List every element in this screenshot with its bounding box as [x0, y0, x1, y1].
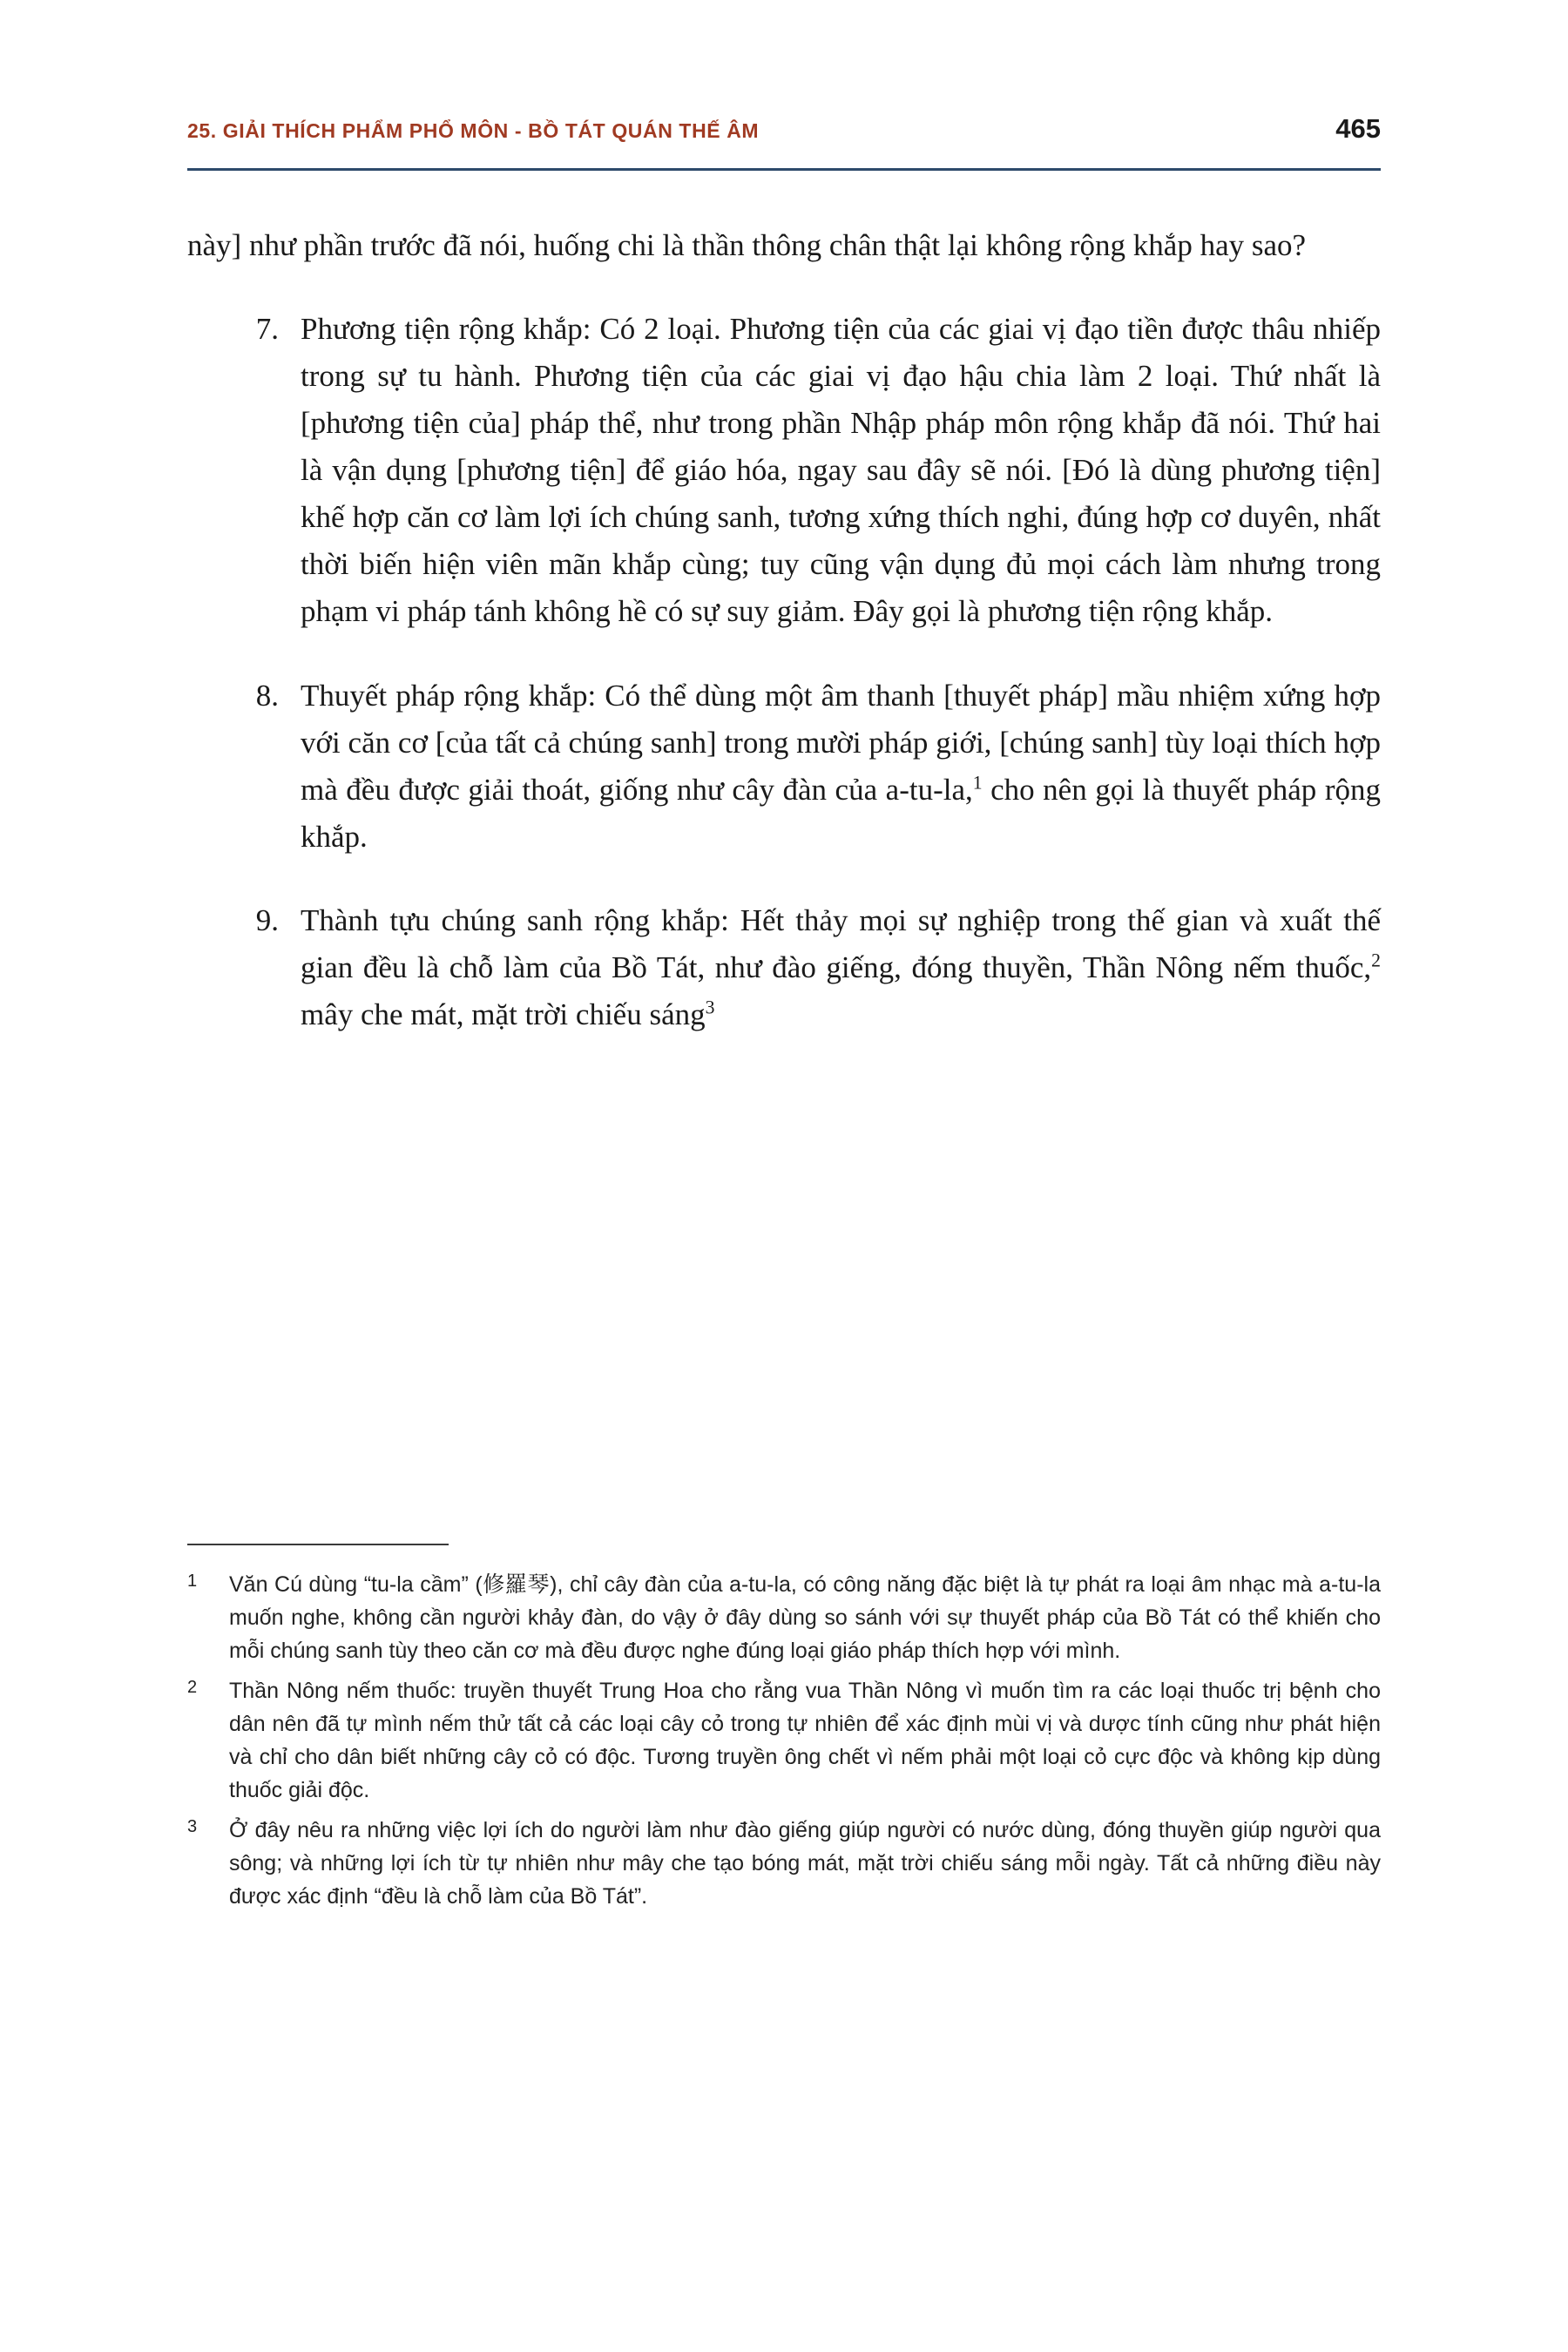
footnote-1-text: Văn Cú dùng “tu-la cầm” (修羅琴), chỉ cây đàn của a-tu-la, có công năng đặc biệt là tự phát ra loại âm nhạc mà a-tu-la muốn nghe, không cần người khảy đàn, do vậy ở đây dùng so sánh với sự thuyết pháp của Bồ Tát có thể khiến cho mỗi chúng sanh tùy theo căn cơ mà đều được nghe đúng loại giáo pháp thích hợp với mình. [229, 1572, 1381, 1663]
footnote-1-marker: 1 [187, 1571, 198, 1591]
list-item-9-text [301, 897, 1381, 1038]
footnote-3-text: Ở đây nêu ra những việc lợi ích do người làm như đào giếng giúp người có nước dùng, đóng thuyền giúp người qua sông; và những lợi ích từ tự nhiên như mây che tạo bóng mát, mặt trời chiếu sáng mỗi ngày. Tất cả những điều này được xác định “đều là chỗ làm của Bồ Tát”. [229, 1818, 1381, 1909]
list-item-8-text [301, 672, 1381, 861]
paragraph-spacer [187, 861, 1381, 883]
footnote-ref-3[interactable]: 3 [705, 997, 715, 1018]
paragraph-spacer [187, 269, 1381, 292]
list-item-7-text: Phương tiện rộng khắp: Có 2 loại. Phương tiện của các giai vị đạo tiền được thâu nhiếp trong sự tu hành. Phương tiện của các giai vị đạo hậu chia làm 2 loại. Thứ nhất là [phương tiện của] pháp thể, như trong phần Nhập pháp môn rộng khắp đã nói. Thứ hai là vận dụng [phương tiện] để giáo hóa, ngay sau đây sẽ nói. [Đó là dùng phương tiện] khế hợp căn cơ làm lợi ích chúng sanh, tương xứng thích nghi, đúng hợp cơ duyên, nhất thời biến hiện viên mãn khắp cùng; tuy cũng vận dụng đủ mọi cách làm nhưng trong phạm vi pháp tánh không hề có sự suy giảm. Đây gọi là phương tiện rộng khắp. [301, 312, 1381, 629]
footnote-3 [187, 1814, 1381, 1913]
list-item-9-text-before-note: Thành tựu chúng sanh rộng khắp: Hết thảy mọi sự nghiệp trong thế gian và xuất thế gian đều là chỗ làm của Bồ Tát, như đào giếng, đóng thuyền, Thần Nông nếm thuốc, [301, 902, 1381, 984]
header-divider [187, 168, 1381, 171]
footnote-3-marker: 3 [187, 1817, 198, 1836]
footnote-1 [187, 1568, 1381, 1667]
footnote-ref-2[interactable]: 2 [1371, 950, 1381, 971]
list-item-7-number: 7. [255, 312, 279, 347]
list-item-7 [187, 306, 1381, 635]
list-item-9 [187, 897, 1381, 1038]
list-item-9-text-mid: mây che mát, mặt trời chiếu sáng [301, 997, 706, 1031]
footnote-section [187, 1544, 1381, 1920]
footnote-2-text: Thần Nông nếm thuốc: truyền thuyết Trung Hoa cho rằng vua Thần Nông vì muốn tìm ra các loại thuốc trị bệnh cho dân nên đã tự mình nếm thử tất cả các loại cây cỏ trong tự nhiên để xác định mùi vị và dược tính cũng như phát hiện và chỉ cho dân biết những cây cỏ có độc. Tương truyền ông chết vì nếm phải một loại cỏ cực độc và không kịp dùng thuốc giải độc. [229, 1679, 1381, 1802]
paragraph-spacer [187, 636, 1381, 659]
running-head-title: 25. GIẢI THÍCH PHẨM PHỔ MÔN - BỒ TÁT QUÁN THẾ ÂM [187, 119, 760, 142]
list-item-9-number: 9. [255, 902, 279, 937]
footnote-2-marker: 2 [187, 1678, 198, 1697]
list-item-8-number: 8. [255, 678, 279, 713]
list-item-8-text-after-note: cho nên gọi là thuyết pháp rộng khắp. [301, 772, 1381, 854]
list-item-8-text-before-note: Thuyết pháp rộng khắp: Có thể dùng một âm thanh [thuyết pháp] mầu nhiệm xứng hợp với căn cơ [của tất cả chúng sanh] trong mười pháp giới, [chúng sanh] tùy loại thích hợp mà đều được giải thoát, giống như cây đàn của a-tu-la, [301, 678, 1381, 807]
footnote-divider [187, 1544, 449, 1545]
continued-paragraph: này] như phần trước đã nói, huống chi là thần thông chân thật lại không rộng khắp hay sao? [187, 228, 1307, 262]
footnote-ref-1[interactable]: 1 [972, 771, 983, 793]
list-item-8 [187, 672, 1381, 861]
page-number: 465 [1335, 113, 1381, 144]
footnote-2 [187, 1674, 1381, 1807]
running-head [187, 113, 1381, 145]
page-body [187, 222, 1381, 1038]
